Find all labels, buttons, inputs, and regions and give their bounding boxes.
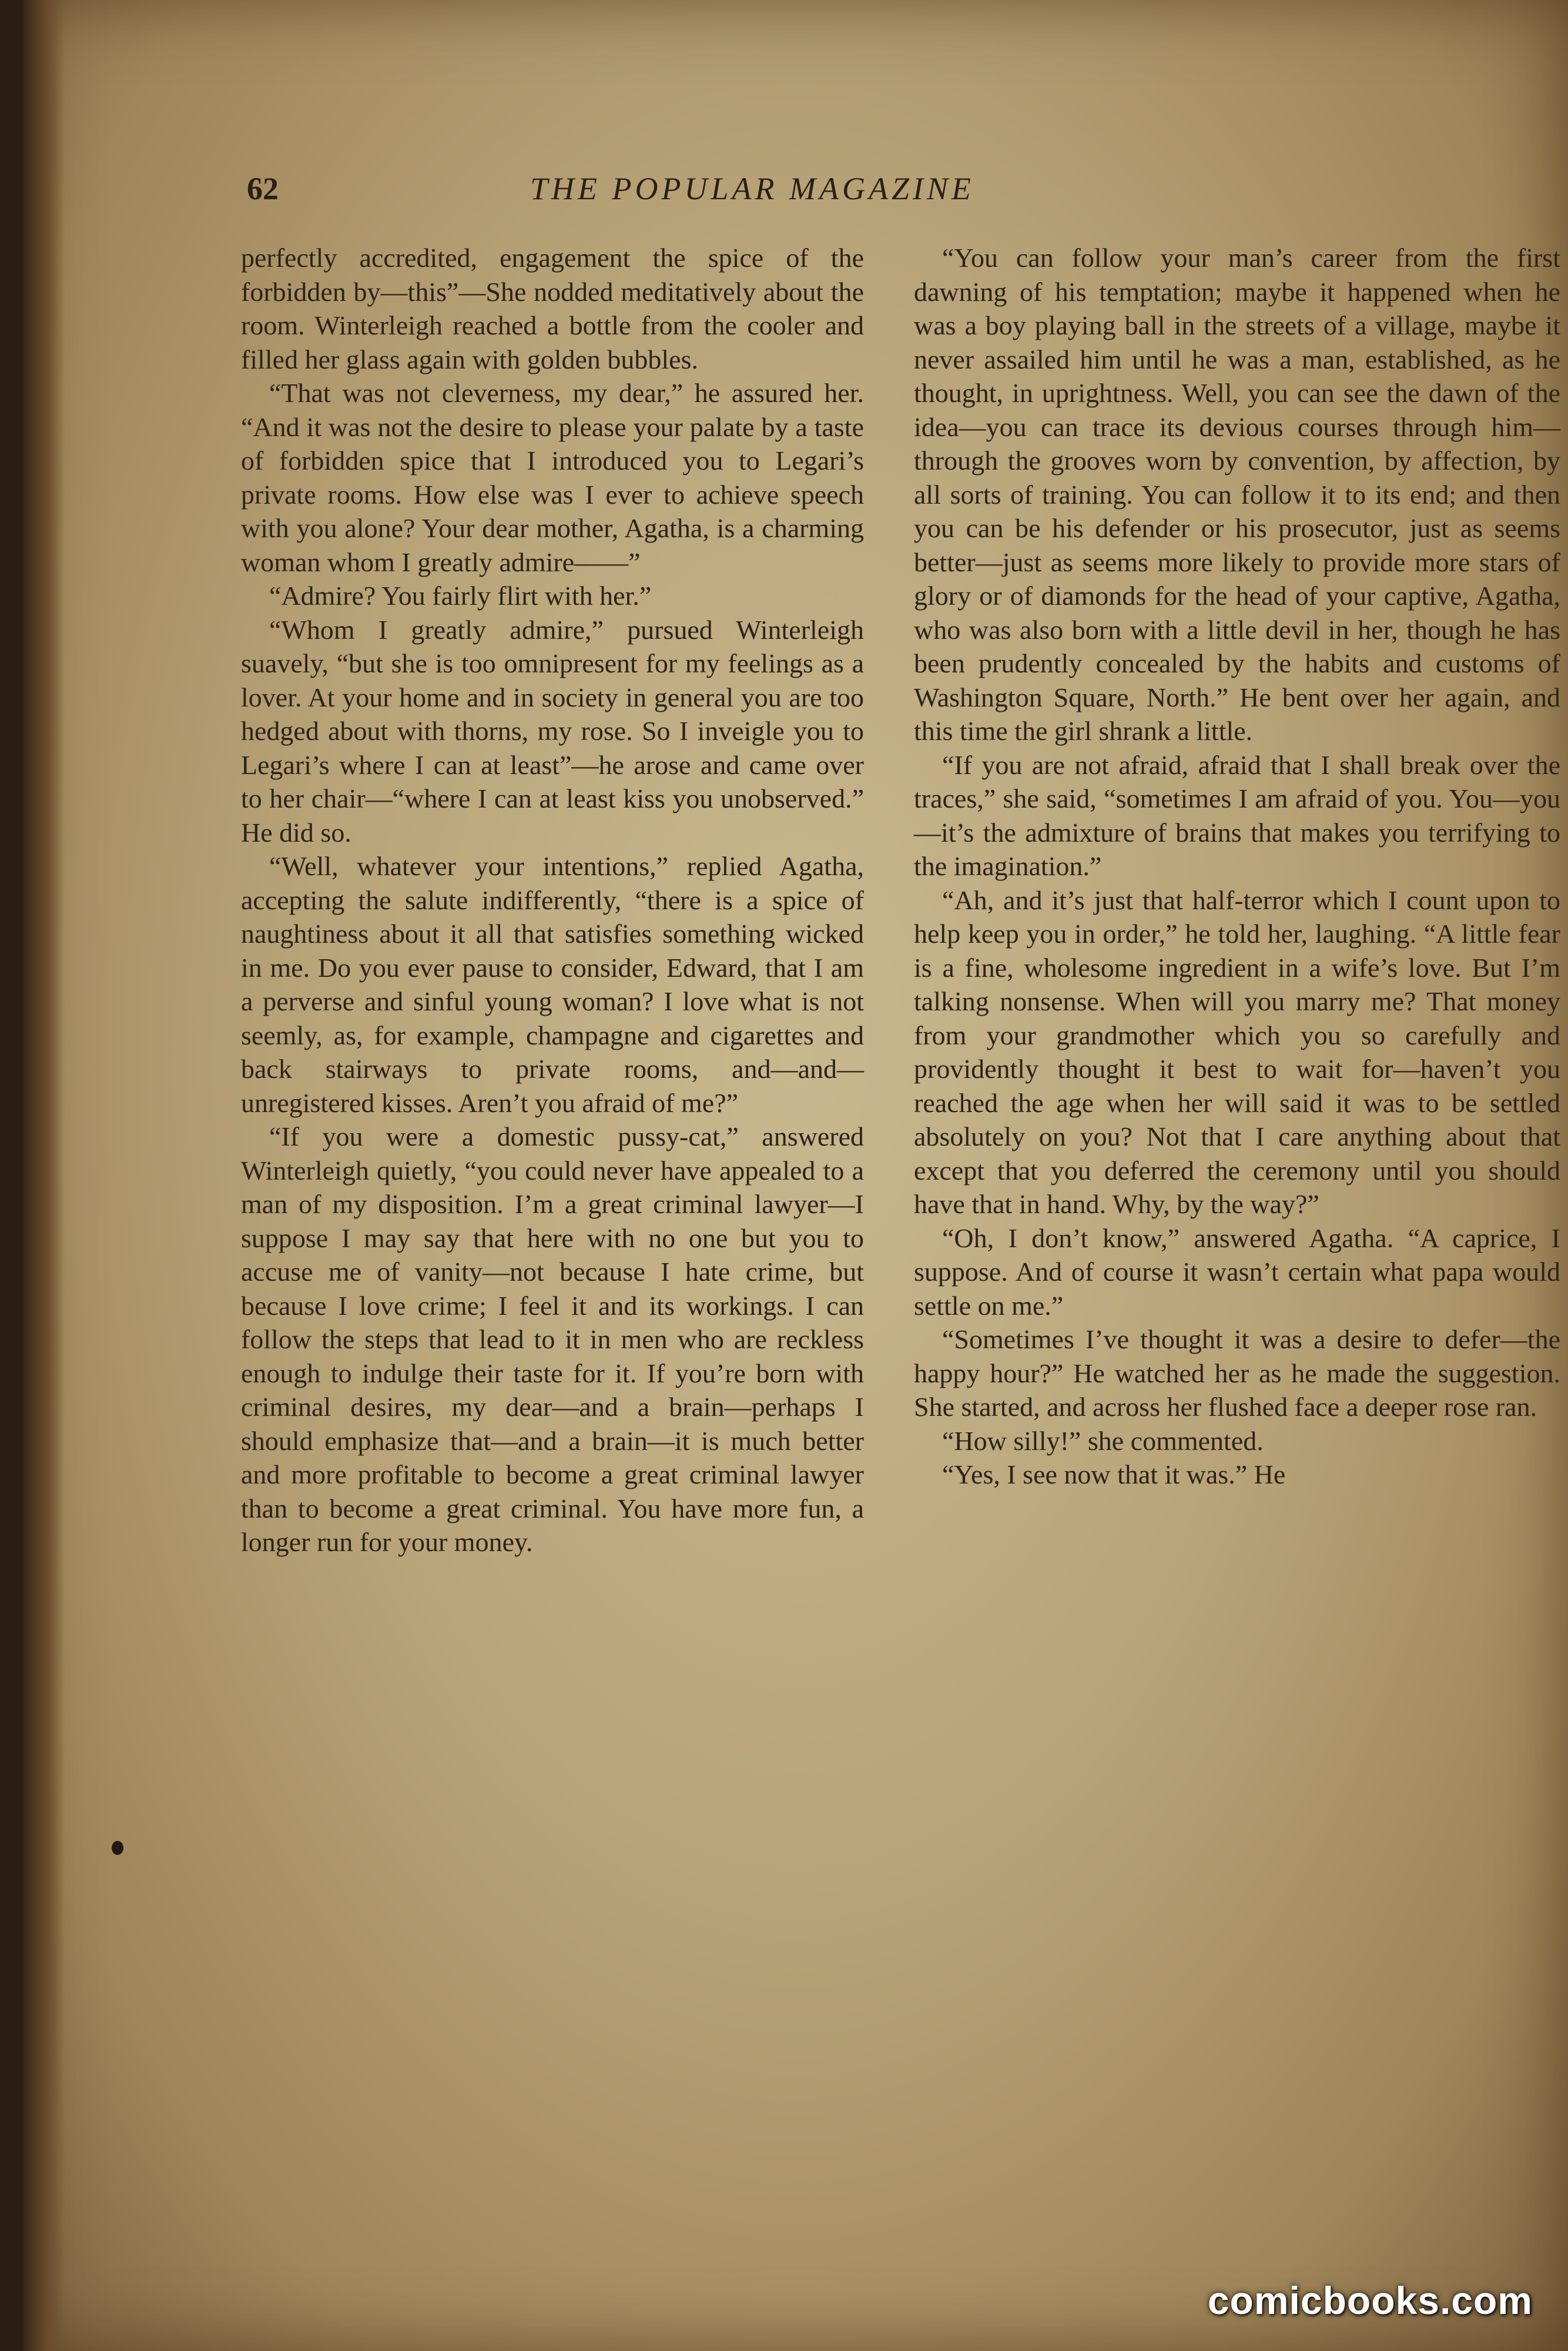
paragraph: “If you were a domestic pussy-cat,” answered Winterleigh quietly, “you could never have appealed to a man of my disposition. I’m a great criminal lawyer—I suppose I may say that here with no one but you to accuse me of vanity—not because I hate crime, but because I love crime; I feel it and its workings. I can follow the steps that lead to it in men who are reckless enough to indulge their taste for it. If you’re born with criminal desires, my dear—and a brain—perhaps I should emphasize that—and a brain—it is much better and more profitable to become a great criminal lawyer than to become a great criminal. You have more fun, a longer run for your money. [241, 1121, 864, 1557]
page-header [247, 170, 1258, 217]
paragraph: “Admire? You fairly flirt with her.” [269, 581, 652, 611]
left-text-column [241, 241, 864, 1559]
paragraph: “If you are not afraid, afraid that I shall break over the traces,” she said, “sometimes I am afraid of you. You—you—it’s the admixture of brains that makes you terrifying to the imagination.” [914, 749, 1560, 881]
paragraph: “Well, whatever your intentions,” replied Agatha, accepting the salute indifferently, “there is a spice of naughtiness about it all that satisfies something wicked in me. Do you ever pause to consider, Edward, that I am a perverse and sinful young woman? I love what is not seemly, as, for example, champagne and cigarettes and back stairways to private rooms, and—and—unregistered kisses. Aren’t you afraid of me?” [241, 851, 864, 1118]
page-number: 62 [247, 171, 279, 206]
watermark: comicbooks.com [1207, 2279, 1533, 2322]
page-binding-edge [24, 0, 65, 2351]
ink-speck [112, 1841, 123, 1855]
paragraph: “Whom I greatly admire,” pursued Winterleigh suavely, “but she is too omnipresent for my feelings as a lover. At your home and in society in general you are too hedged about with thorns, my rose. So I inveigle you to Legari’s where I can at least”—he arose and came over to her chair—“where I can at least kiss you unobserved.” He did so. [241, 614, 864, 848]
paragraph: perfectly accredited, engagement the spice of the forbidden by—this”—She nodded meditatively about the room. Winterleigh reached a bottle from the cooler and filled her glass again with golden bubbles. [241, 243, 864, 374]
paragraph: “You can follow your man’s career from the first dawning of his temptation; maybe it happened when he was a boy playing ball in the streets of a village, maybe it never assailed him until he was a man, established, as he thought, in uprightness. Well, you can see the dawn of the idea—you can trace its devious courses through him—through the grooves worn by convention, by affection, by all sorts of training. You can follow it to its end; and then you can be his defender or his prosecutor, just as seems better—just as seems more likely to provide more stars of glory or of diamonds for the head of your captive, Agatha, who was also born with a little devil in her, though he has been prudently concealed by the habits and customs of Washington Square, North.” He bent over her again, and this time the girl shrank a little. [914, 243, 1560, 746]
magazine-page [24, 0, 1568, 2351]
running-title: THE POPULAR MAGAZINE [530, 171, 974, 206]
paragraph: “Oh, I don’t know,” answered Agatha. “A caprice, I suppose. And of course it wasn’t certain what papa would settle on me.” [914, 1223, 1560, 1321]
paragraph: “Sometimes I’ve thought it was a desire to defer—the happy hour?” He watched her as he made the suggestion. She started, and across her flushed face a deeper rose ran. [914, 1324, 1560, 1422]
paragraph: “Ah, and it’s just that half-terror which I count upon to help keep you in order,” he told her, laughing. “A little fear is a fine, wholesome ingredient in a wife’s love. But I’m talking nonsense. When will you marry me? That money from your grandmother which you so carefully and providently thought it best to wait for—haven’t you reached the age when her will said it was to be settled absolutely on you? Not that I care anything about that except that you deferred the ceremony until you should have that in hand. Why, by the way?” [914, 885, 1560, 1219]
paragraph: “How silly!” she commented. [942, 1425, 1264, 1456]
paragraph: “Yes, I see now that it was.” He [942, 1459, 1286, 1489]
right-text-column [914, 241, 1560, 1492]
paragraph: “That was not cleverness, my dear,” he assured her. “And it was not the desire to please your palate by a taste of forbidden spice that I introduced you to Legari’s private rooms. How else was I ever to achieve speech with you alone? Your dear mother, Agatha, is a charming woman whom I greatly admire——” [241, 378, 864, 577]
